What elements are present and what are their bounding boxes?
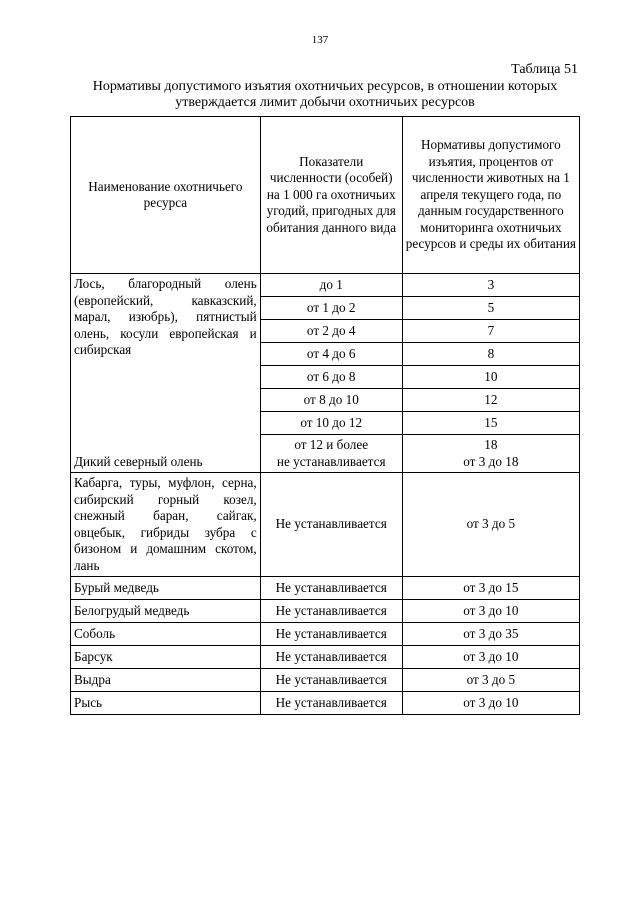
density-cell: от 8 до 10 xyxy=(260,389,402,412)
resource-name-cell: Выдра xyxy=(71,669,261,692)
density-cell: Не устанавливается xyxy=(260,669,402,692)
density-cell: от 1 до 2 xyxy=(260,297,402,320)
density-cell: от 10 до 12 xyxy=(260,412,402,435)
density-cell: Не устанавливается xyxy=(260,646,402,669)
norm-cell: от 3 до 15 xyxy=(402,577,579,600)
header-row xyxy=(71,117,580,274)
resource-name-cell: Белогрудый медведь xyxy=(71,600,261,623)
density-cell: Не устанавливается xyxy=(260,600,402,623)
table-label: Таблица 51 xyxy=(511,62,578,77)
norm-cell: 12 xyxy=(402,389,579,412)
table-row xyxy=(71,692,580,715)
density-cell: от 6 до 8 xyxy=(260,366,402,389)
group1-cell xyxy=(71,274,261,473)
norm-cell: 15 xyxy=(402,412,579,435)
norm-cell xyxy=(402,435,579,473)
table-title: Нормативы допустимого изъятия охотничьих ресурсов, в отношении которых утверждается лимит добычи охотничьих ресурсов xyxy=(92,79,558,110)
norm-cell: от 3 до 35 xyxy=(402,623,579,646)
norm-cell: от 3 до 5 xyxy=(402,669,579,692)
header-norm: Нормативы допустимого изъятия, процентов от численности животных на 1 апреля текущего года, по данным государственного мониторинга охотничьих ресурсов и среды их обитания xyxy=(402,117,579,274)
norm-cell: 8 xyxy=(402,343,579,366)
resource-name-cell: Рысь xyxy=(71,692,261,715)
density-cell: от 2 до 4 xyxy=(260,320,402,343)
density-cell xyxy=(260,435,402,473)
table-row xyxy=(71,577,580,600)
table-row xyxy=(71,473,580,577)
group1-name2: Дикий северный олень xyxy=(74,453,203,469)
table-row xyxy=(71,274,580,297)
density-cell: от 4 до 6 xyxy=(260,343,402,366)
resource-name-cell: Бурый медведь xyxy=(71,577,261,600)
group1-name: Лось, благородный олень (европейский, кавказский, марал, изюбрь), пятнистый олень, косули европейская и сибирская xyxy=(74,276,257,357)
resource-name-cell: Соболь xyxy=(71,623,261,646)
density-cell: до 1 xyxy=(260,274,402,297)
norms-table xyxy=(70,116,580,715)
norm-cell: от 3 до 5 xyxy=(402,473,579,577)
density-cell: Не устанавливается xyxy=(260,577,402,600)
norm-cell: от 3 до 10 xyxy=(402,646,579,669)
resource-name-cell: Кабарга, туры, муфлон, серна, сибирский горный козел, снежный баран, сайгак, овцебык, гибриды зубра с бизоном и домашним скотом, лань xyxy=(71,473,261,577)
norm-line: от 3 до 18 xyxy=(463,453,519,469)
header-density: Показатели численности (особей) на 1 000 га охотничьих угодий, пригодных для обитания данного вида xyxy=(260,117,402,274)
norm-cell: 10 xyxy=(402,366,579,389)
density-line: не устанавливается xyxy=(276,453,386,469)
norm-cell: от 3 до 10 xyxy=(402,600,579,623)
resource-name-cell: Барсук xyxy=(71,646,261,669)
table-row xyxy=(71,623,580,646)
table-row xyxy=(71,600,580,623)
norm-line: 18 xyxy=(484,437,498,452)
norm-cell: 5 xyxy=(402,297,579,320)
table-row xyxy=(71,646,580,669)
norm-cell: 7 xyxy=(402,320,579,343)
header-resource-name: Наименование охотничьего ресурса xyxy=(71,117,261,274)
page-number: 137 xyxy=(311,34,329,46)
table-row xyxy=(71,669,580,692)
density-cell: Не устанавливается xyxy=(260,473,402,577)
density-line: от 12 и более xyxy=(294,437,369,452)
density-cell: Не устанавливается xyxy=(260,623,402,646)
norm-cell: от 3 до 10 xyxy=(402,692,579,715)
density-cell: Не устанавливается xyxy=(260,692,402,715)
norm-cell: 3 xyxy=(402,274,579,297)
